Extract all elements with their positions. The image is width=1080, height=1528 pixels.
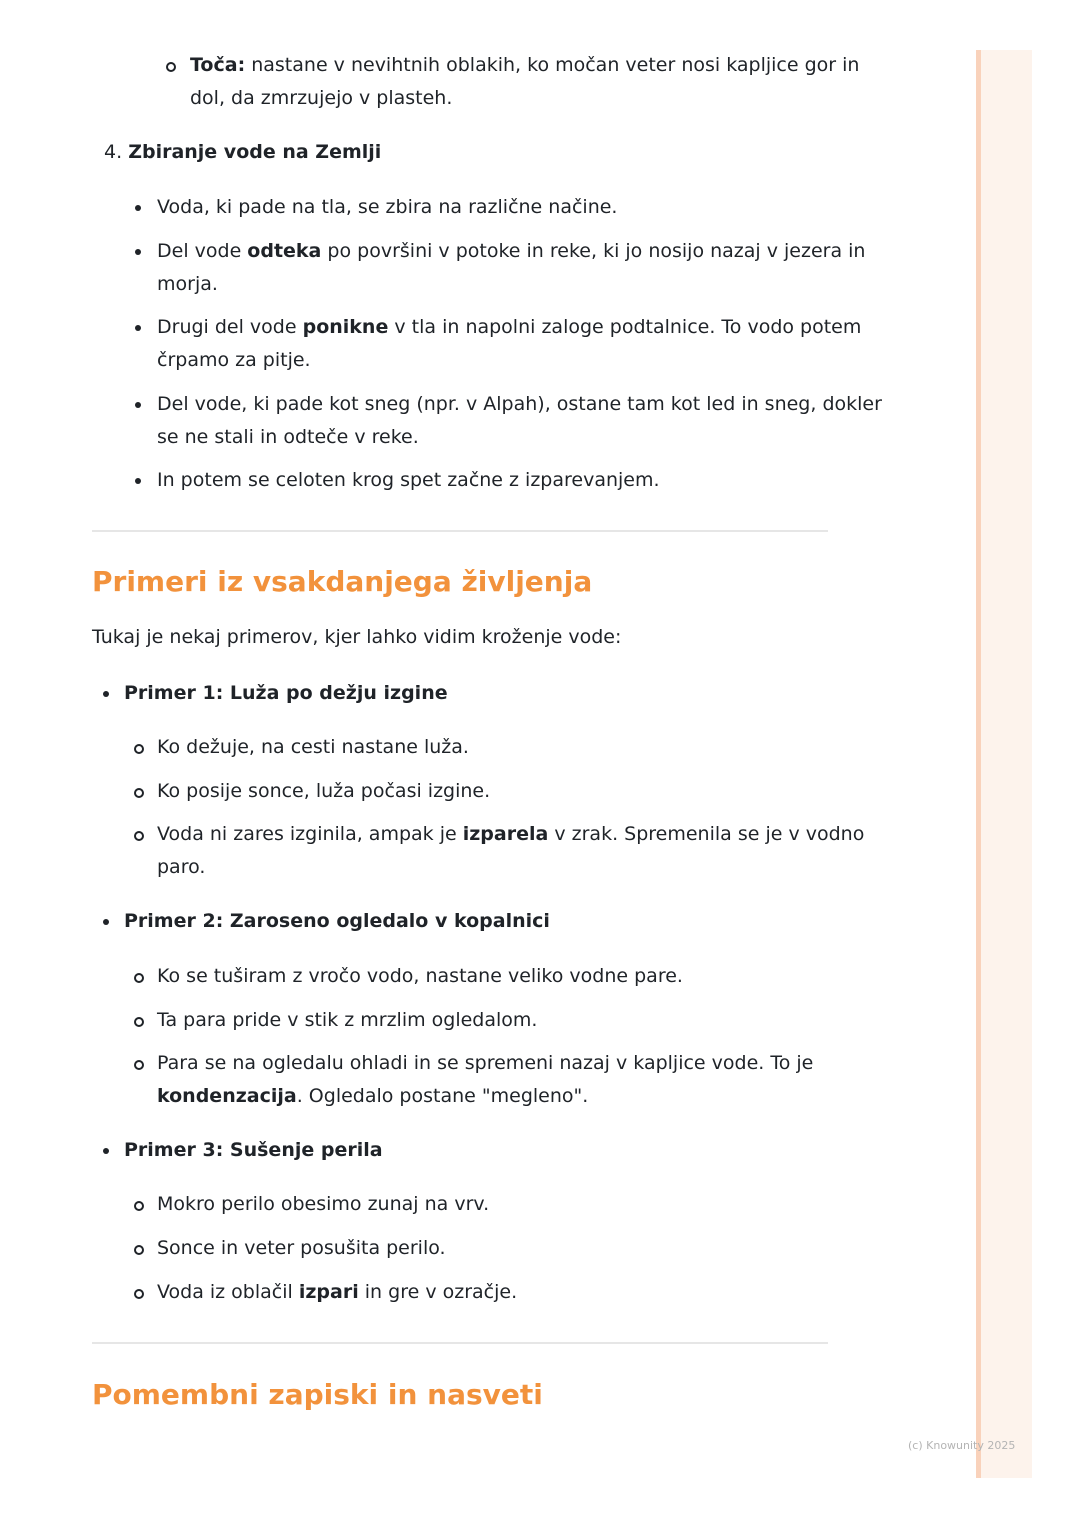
example-2-item-2: Ta para pride v stik z mrzlim ogledalom.	[157, 1009, 538, 1031]
step-4-heading: 4. Zbiranje vode na Zemlji	[104, 141, 382, 163]
bullet-icon	[135, 205, 141, 211]
hollow-bullet-icon	[134, 831, 144, 841]
example-3-title: Primer 3: Sušenje perila	[124, 1139, 383, 1161]
bullet-icon	[103, 919, 109, 925]
section-divider	[92, 530, 828, 532]
step4-item-2: Del vode odteka po površini v potoke in reke, ki jo nosijo nazaj v jezera in	[157, 240, 866, 262]
bullet-icon	[135, 325, 141, 331]
hail-line-1: Toča: nastane v nevihtnih oblakih, ko močan veter nosi kapljice gor in	[190, 54, 860, 76]
example-3-item-2: Sonce in veter posušita perilo.	[157, 1237, 446, 1259]
hollow-bullet-icon	[134, 1060, 144, 1070]
example-1-item-2: Ko posije sonce, luža počasi izgine.	[157, 780, 491, 802]
bullet-icon	[135, 249, 141, 255]
hollow-bullet-icon	[134, 788, 144, 798]
step4-item-4-cont: se ne stali in odteče v reke.	[157, 426, 419, 448]
example-2-item-1: Ko se tuširam z vročo vodo, nastane veliko vodne pare.	[157, 965, 683, 987]
hollow-bullet-icon	[134, 1245, 144, 1255]
example-1-item-3-cont: paro.	[157, 856, 206, 878]
hail-line-2: dol, da zmrzujejo v plasteh.	[190, 87, 453, 109]
hollow-bullet-icon	[134, 1017, 144, 1027]
section-divider	[92, 1342, 828, 1344]
example-1-item-1: Ko dežuje, na cesti nastane luža.	[157, 736, 469, 758]
bullet-icon	[135, 402, 141, 408]
step4-item-5: In potem se celoten krog spet začne z izparevanjem.	[157, 469, 660, 491]
example-2-title: Primer 2: Zaroseno ogledalo v kopalnici	[124, 910, 550, 932]
step4-item-3-cont: črpamo za pitje.	[157, 349, 311, 371]
notes-heading: Pomembni zapiski in nasveti	[92, 1378, 543, 1411]
example-1-item-3: Voda ni zares izginila, ampak je izparela v zrak. Spremenila se je v vodno	[157, 823, 865, 845]
hollow-bullet-icon	[134, 1201, 144, 1211]
step4-item-2-cont: morja.	[157, 273, 218, 295]
example-3-item-1: Mokro perilo obesimo zunaj na vrv.	[157, 1193, 490, 1215]
hollow-bullet-icon	[134, 1289, 144, 1299]
sidebar-panel	[976, 50, 1032, 1478]
example-3-item-3: Voda iz oblačil izpari in gre v ozračje.	[157, 1281, 518, 1303]
copyright-footer: (c) Knowunity 2025	[908, 1439, 1016, 1452]
sidebar-accent-bar	[976, 50, 981, 1478]
bullet-icon	[103, 691, 109, 697]
example-2-item-3-cont: kondenzacija. Ogledalo postane "megleno".	[157, 1085, 589, 1107]
example-2-item-3: Para se na ogledalu ohladi in se spremeni nazaj v kapljice vode. To je	[157, 1052, 814, 1074]
example-1-title: Primer 1: Luža po dežju izgine	[124, 682, 448, 704]
hollow-bullet-icon	[134, 744, 144, 754]
examples-heading: Primeri iz vsakdanjega življenja	[92, 565, 593, 598]
step4-item-4: Del vode, ki pade kot sneg (npr. v Alpah), ostane tam kot led in sneg, dokler	[157, 393, 882, 415]
bullet-icon	[135, 478, 141, 484]
step4-item-3: Drugi del vode ponikne v tla in napolni zaloge podtalnice. To vodo potem	[157, 316, 862, 338]
hollow-bullet-icon	[166, 62, 176, 72]
hollow-bullet-icon	[134, 973, 144, 983]
step4-item-1: Voda, ki pade na tla, se zbira na različne načine.	[157, 196, 618, 218]
examples-intro: Tukaj je nekaj primerov, kjer lahko vidim kroženje vode:	[92, 626, 622, 648]
bullet-icon	[103, 1148, 109, 1154]
